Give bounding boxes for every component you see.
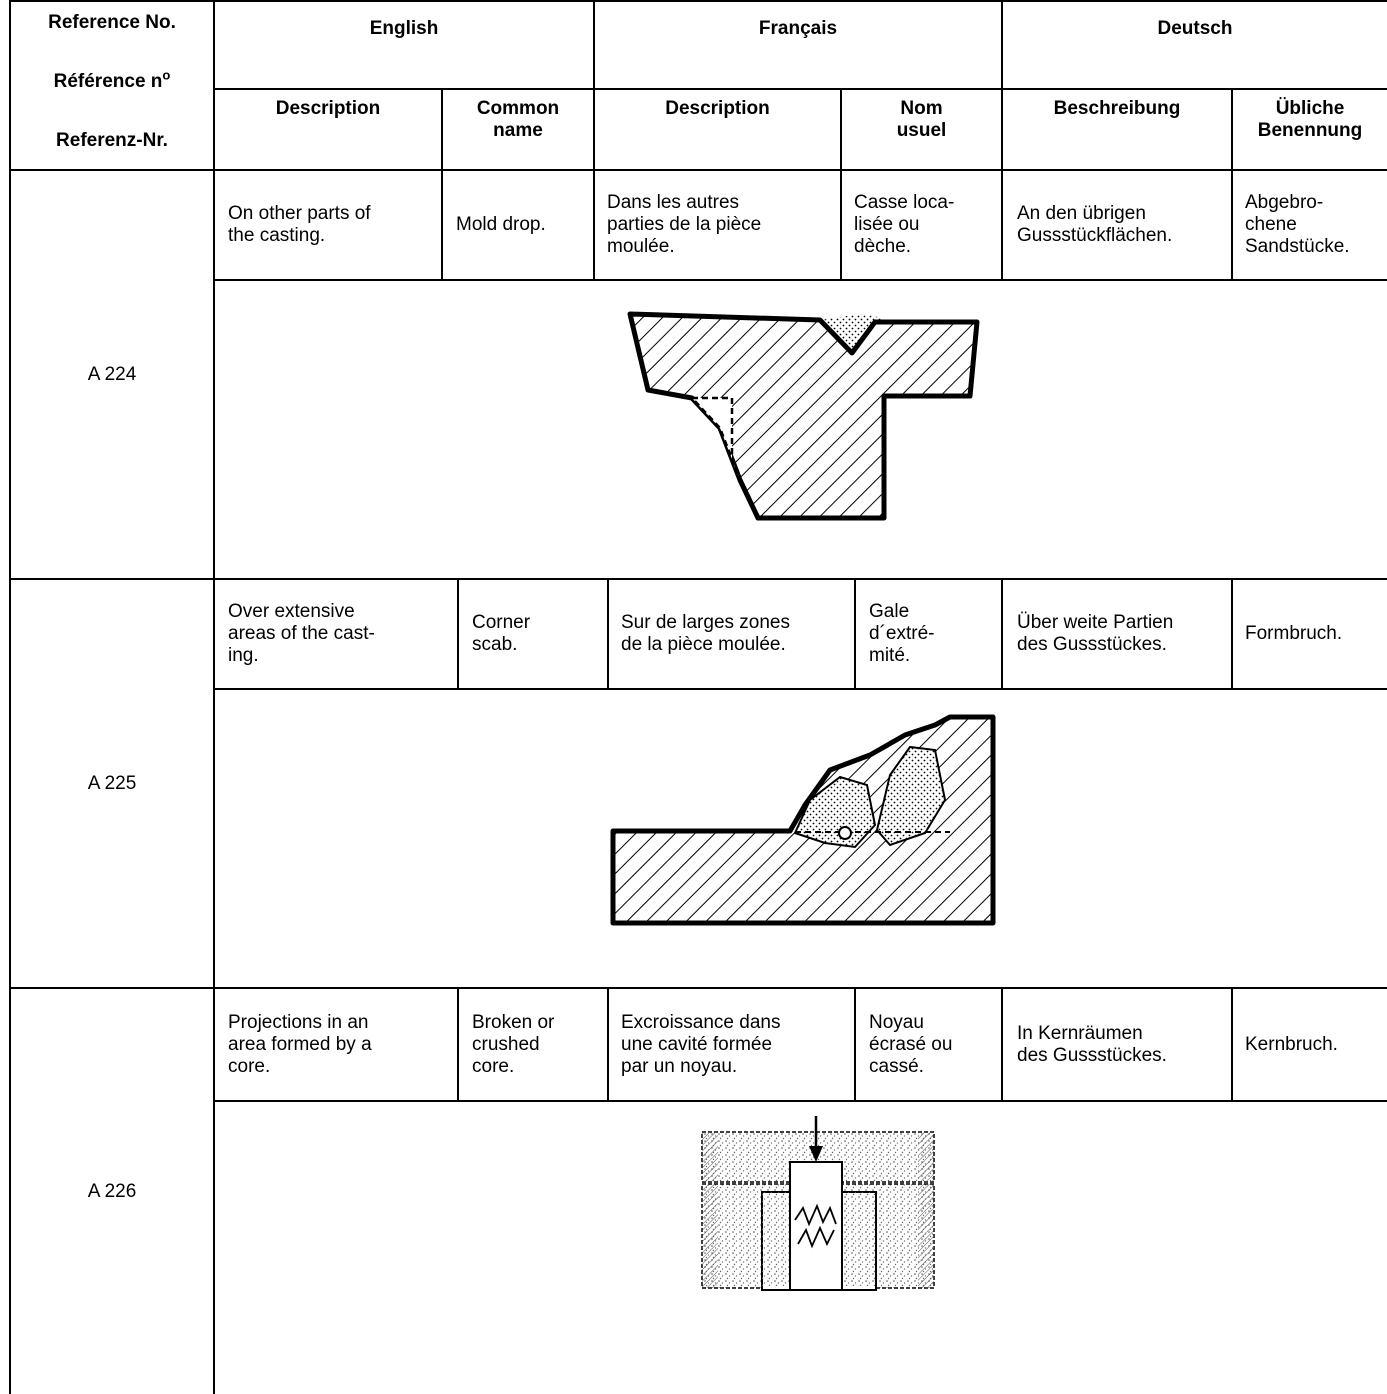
row2-en-description: Over extensive areas of the cast- ing. [228,601,375,666]
row2-divider-1 [457,580,459,690]
header-de-uebliche-benennung: Übliche Benennung [1257,98,1363,141]
row3-en-description: Projections in an area formed by a core. [228,1011,372,1077]
row3-divider-4 [1001,989,1003,1101]
row3-text-bottom [213,1100,1387,1102]
row2-divider-4 [1001,580,1003,690]
header-ref-en: Reference No. [48,12,176,33]
row2-fr-description: Sur de larges zones de la pièce moulée. [621,612,790,655]
figure-corner-scab [605,705,1005,935]
table-top-border [9,0,1387,2]
row3-fr-nom-usuel: Noyau écrasé ou cassé. [869,1011,953,1077]
header-deutsch: Deutsch [1157,18,1233,39]
figure-broken-core [690,1112,950,1300]
row2-text-bottom [213,688,1387,690]
row1-de-uebliche-benennung: Abgebro- chene Sandstücke. [1245,192,1350,257]
header-francais: Français [758,18,838,39]
row3-en-common-name: Broken or crushed core. [472,1011,555,1077]
row1-text-bottom [213,279,1387,281]
row-ref-a226: A 226 [87,1180,137,1202]
row-ref-a225: A 225 [87,772,137,794]
header-de-beschreibung: Beschreibung [1053,98,1181,119]
row1-divider-5 [1231,171,1233,280]
header-reference-column [11,12,213,152]
row1-divider-3 [840,171,842,280]
figure-mold-drop [620,300,990,530]
header-ref-de: Referenz-Nr. [56,130,168,151]
row2-de-beschreibung: Über weite Partien des Gussstückes. [1017,612,1174,655]
row2-fr-nom-usuel: Gale d´extré- mité. [869,601,935,666]
header-fr-nom-usuel: Nom usuel [896,98,947,141]
row1-en-common-name: Mold drop. [456,214,546,235]
row3-divider-2 [607,989,609,1101]
row1-divider-1 [441,171,443,280]
row1-en-description: On other parts of the casting. [228,203,371,246]
header-ref-fr: Référence $n^o$ [53,67,171,92]
row3-fr-description: Excroissance dans une cavité formée par un noyau. [621,1011,781,1077]
header-fr-description: Description [665,98,770,119]
row3-de-beschreibung: In Kernräumen des Gussstückes. [1017,1022,1167,1066]
row3-divider-1 [457,989,459,1101]
row3-de-uebliche-benennung: Kernbruch. [1245,1033,1338,1055]
row3-divider-5 [1231,989,1233,1101]
row2-en-common-name: Corner scab. [472,612,531,655]
header-subrow-divider [213,88,1387,90]
row1-fr-description: Dans les autres parties de la pièce moulée. [607,192,762,257]
row3-divider-3 [854,989,856,1101]
header-english: English [369,18,439,39]
row2-divider-2 [607,580,609,690]
row1-divider-4 [1001,171,1003,280]
row2-divider-3 [854,580,856,690]
row1-de-beschreibung: An den übrigen Gussstückflächen. [1017,203,1173,246]
row1-fr-nom-usuel: Casse loca- lisée ou dèche. [854,192,955,257]
header-en-description: Description [275,98,381,119]
row2-divider-5 [1231,580,1233,690]
row2-de-uebliche-benennung: Formbruch. [1245,623,1343,644]
column-divider-ref [213,0,215,1394]
row-ref-a224: A 224 [87,363,137,385]
row1-divider-2 [593,171,595,280]
header-en-common-name: Common name [476,98,560,141]
